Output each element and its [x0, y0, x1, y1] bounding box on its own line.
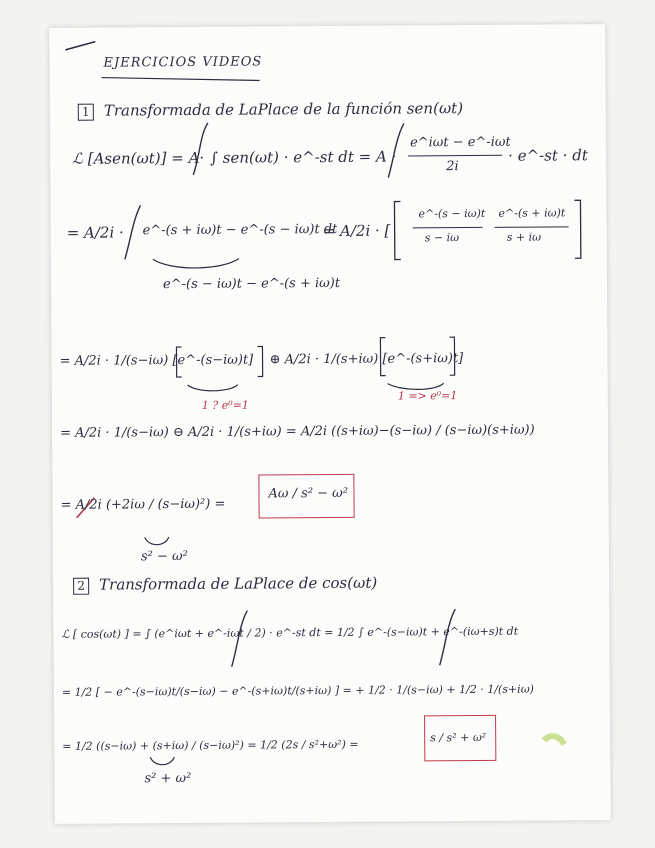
exercise-1-heading: Transformada de LaPlace de la función sen(ωt)	[103, 99, 464, 120]
exercise-2-heading: Transformada de LaPlace de cos(ωt)	[99, 573, 378, 594]
ex2-result: s / s² + ω²	[430, 730, 487, 745]
ex1-line2-t2-num: e^-(s + iω)t	[498, 206, 566, 220]
ex2-line3: = 1/2 ((s−iω) + (s+iω) / (s−iω)²) = 1/2 (2s / s²+ω²) =	[62, 737, 359, 753]
ex1-line1-frac-num: e^iωt − e^-iωt	[409, 134, 511, 151]
ex1-line2-integral: e^-(s + iω)t − e^-(s − iω)t dt	[142, 221, 338, 239]
ex1-line1-integral: ∫ sen(ωt) · e^-st dt = A ·	[210, 147, 397, 167]
ex2-line2: = 1/2 [ − e^-(s−iω)t/(s−iω) − e^-(s+iω)t/(s+iω) ] = + 1/2 · 1/(s−iω) + 1/2 · 1/(s+iω)	[61, 682, 534, 699]
page-title: EJERCICIOS VIDEOS	[103, 54, 263, 71]
ex1-line1-lhs: ℒ [Asen(ωt)] = A·	[72, 148, 205, 168]
ex2-line1: ℒ [ cos(ωt) ] = ∫ (e^iωt + e^-iωt / 2) · e^-st dt = 1/2 ∫ e^-(s−iω)t + e^-(iω+s)t dt	[61, 624, 519, 641]
ex1-line4-b: ⊕ A/2i · 1/(s+iω) [e^-(s+iω)t]	[269, 351, 464, 368]
ex1-line4-note2: 1 => e⁰=1	[397, 389, 458, 403]
ex1-line6-left: = A/2i (+2iω / (s−iω)²) =	[60, 496, 226, 513]
ex1-line4-note1: 1 ? e⁰=1	[201, 398, 249, 412]
ex1-result: Aω / s² − ω²	[268, 485, 349, 502]
ex1-line3-note: e^-(s − iω)t − e^-(s + iω)t	[162, 275, 341, 293]
ex1-line6-under: s² − ω²	[140, 548, 188, 565]
ex1-line2-t1-den: s − iω	[424, 231, 460, 245]
ex1-line2-t2-den: s + iω	[506, 230, 542, 244]
ex1-line2-mid: = A/2i · [	[322, 221, 391, 241]
ex1-line1-tail: · e^-st · dt	[508, 146, 588, 165]
ex1-line2-coef: = A/2i ·	[66, 223, 124, 242]
notebook-page	[49, 24, 611, 824]
ex1-line4-a: = A/2i · 1/(s−iω) [e^-(s−iω)t]	[59, 352, 254, 369]
exercise-1-number: 1	[78, 104, 94, 121]
exercise-2-number: 2	[73, 578, 89, 595]
ex1-line5: = A/2i · 1/(s−iω) ⊖ A/2i · 1/(s+iω) = A/2i ((s+iω)−(s−iω) / (s−iω)(s+iω))	[60, 422, 535, 441]
ex1-line1-frac-den: 2i	[446, 159, 459, 175]
ex2-line3-under: s² + ω²	[144, 770, 192, 787]
ex1-line2-t1-num: e^-(s − iω)t	[418, 206, 486, 221]
